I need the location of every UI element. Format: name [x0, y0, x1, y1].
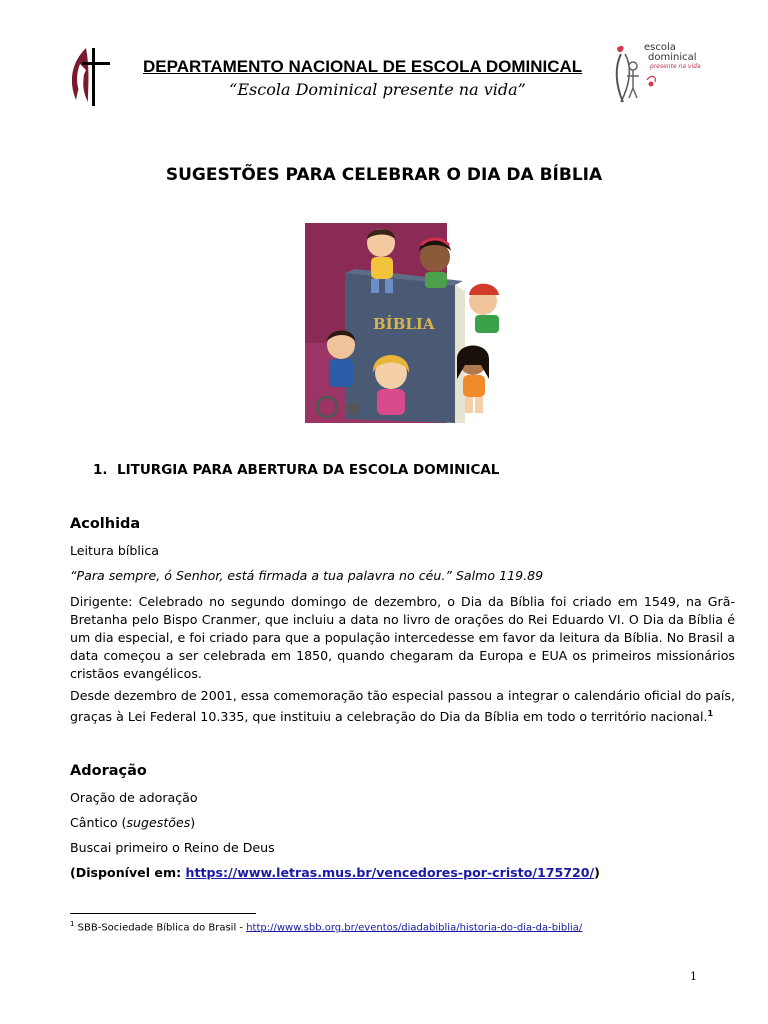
footnote-marker: 1: [70, 920, 75, 928]
page-number: 1: [690, 970, 697, 983]
motto: “Escola Dominical presente na vida”: [229, 80, 526, 99]
cantico-prefix: Cântico (: [70, 815, 127, 830]
adoracao-line-cantico: [70, 814, 735, 832]
adoracao-line-buscai: Buscai primeiro o Reino de Deus: [70, 840, 275, 855]
book-label: BÍBLIA: [373, 315, 435, 333]
paragraph-lei-text: Desde dezembro de 2001, essa comemoração tão especial passou a integrar o calendário oficial do país, graças à Lei Federal 10.335, que instituiu a celebração do Dia da Bíblia em todo o território nacional.: [70, 688, 735, 725]
logo-text-escola: escola: [644, 42, 676, 53]
available-prefix: (Disponível em:: [70, 865, 186, 880]
bible-verse: “Para sempre, ó Senhor, está firmada a tua palavra no céu.” Salmo 119.89: [70, 568, 544, 583]
adoracao-available: [70, 864, 735, 882]
adoracao-title: Adoração: [70, 763, 147, 779]
paragraph-lei-federal: [70, 687, 735, 726]
acolhida-title: Acolhida: [70, 516, 141, 532]
page-title: SUGESTÕES PARA CELEBRAR O DIA DA BÍBLIA: [165, 165, 603, 185]
footnote-text: SBB-Sociedade Bíblica do Brasil -: [74, 922, 247, 934]
cantico-italic: sugestões: [126, 815, 191, 830]
paragraph-dirigente: Dirigente: Celebrado no segundo domingo de dezembro, o Dia da Bíblia foi criado em 1549, na Grã-Bretanha pelo Bispo Cranmer, que incluiu a data no livro de orações do Rei Eduardo VI. O Dia da Bíblia é um dia especial, e foi criado para que a população intercedesse em favor da leitura da Bíblia. No Brasil a data começou a ser celebrada em 1850, quando chegaram da Europa e EUA os primeiros missionários cristãos evangélicos.: [70, 594, 735, 681]
section-1-heading: [93, 462, 693, 478]
footnote: [70, 920, 730, 933]
department-title: DEPARTAMENTO NACIONAL DE ESCOLA DOMINICAL: [143, 57, 583, 76]
footnote-divider: [70, 913, 256, 914]
section-title: LITURGIA PARA ABERTURA DA ESCOLA DOMINICAL: [117, 462, 500, 478]
logo-right-text: [644, 43, 704, 71]
children-bible-illustration: [305, 223, 499, 423]
adoracao-heading: [70, 762, 735, 780]
logo-text-dominical: dominical: [648, 52, 697, 63]
acolhida-heading: [70, 515, 735, 533]
footnote-reference[interactable]: 1: [707, 709, 714, 718]
adoracao-line-oracao: Oração de adoração: [70, 790, 198, 805]
reading-label: Leitura bíblica: [70, 543, 159, 558]
letras-link[interactable]: https://www.letras.mus.br/vencedores-por-cristo/175720/: [185, 865, 595, 880]
logo-text-tagline: presente na vida: [650, 63, 701, 70]
section-number: 1.: [93, 462, 108, 478]
available-suffix: ): [594, 865, 600, 880]
cross-flame-logo-icon: [66, 42, 114, 110]
sbb-link[interactable]: http://www.sbb.org.br/eventos/diadabiblia/historia-do-dia-da-biblia/: [246, 922, 583, 934]
cantico-suffix: ): [190, 815, 196, 830]
